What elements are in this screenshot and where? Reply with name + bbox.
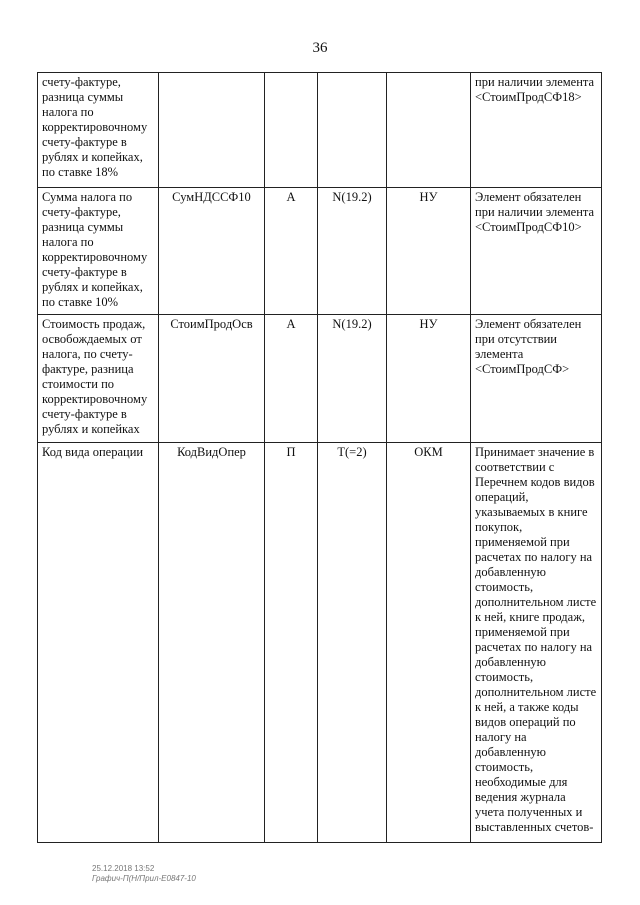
cell-code bbox=[159, 73, 265, 188]
footer-stamp bbox=[92, 864, 196, 884]
cell-name: Код вида операции bbox=[38, 443, 159, 843]
cell-name: Сумма налога по счету-фактуре, разница суммы налога по корректировочному счету-фактуре в рублях и копейках, по ставке 10% bbox=[38, 188, 159, 315]
footer-timestamp: 25.12.2018 13:52 bbox=[92, 864, 155, 873]
cell-name: счету-фактуре, разница суммы налога по корректировочному счету-фактуре в рублях и копейках, по ставке 18% bbox=[38, 73, 159, 188]
cell-format: N(19.2) bbox=[318, 315, 387, 443]
cell-format: T(=2) bbox=[318, 443, 387, 843]
cell-code: КодВидОпер bbox=[159, 443, 265, 843]
cell-kind: А bbox=[265, 188, 318, 315]
cell-kind: П bbox=[265, 443, 318, 843]
cell-required: НУ bbox=[387, 188, 471, 315]
cell-kind: А bbox=[265, 315, 318, 443]
cell-name: Стоимость продаж, освобождаемых от налога, по счету-фактуре, разница стоимости по корректировочному счету-фактуре в рублях и копейках bbox=[38, 315, 159, 443]
table-row bbox=[38, 188, 602, 315]
table-row bbox=[38, 315, 602, 443]
cell-note: при наличии элемента <СтоимПродСФ18> bbox=[471, 73, 602, 188]
cell-format bbox=[318, 73, 387, 188]
cell-required: НУ bbox=[387, 315, 471, 443]
spec-table bbox=[37, 72, 602, 843]
table-row bbox=[38, 73, 602, 188]
cell-required: ОКМ bbox=[387, 443, 471, 843]
page-number: 36 bbox=[312, 40, 328, 56]
cell-required bbox=[387, 73, 471, 188]
cell-kind bbox=[265, 73, 318, 188]
footer-doc-ref: Графич-П(Н/Прил-Е0847-10 bbox=[92, 874, 196, 883]
cell-code: СумНДССФ10 bbox=[159, 188, 265, 315]
table-row bbox=[38, 443, 602, 843]
cell-note: Элемент обязателен при наличии элемента <СтоимПродСФ10> bbox=[471, 188, 602, 315]
cell-format: N(19.2) bbox=[318, 188, 387, 315]
cell-note: Элемент обязателен при отсутствии элемента <СтоимПродСФ> bbox=[471, 315, 602, 443]
cell-code: СтоимПродОсв bbox=[159, 315, 265, 443]
cell-note: Принимает значение в соответствии с Перечнем кодов видов операций, указываемых в книге покупок, применяемой при расчетах по налогу на добавленную стоимость, дополнительном листе к ней, книге продаж, применяемой при расчетах по налогу на добавленную стоимость, дополнительном листе к ней, а также коды видов операций по налогу на добавленную стоимость, необходимые для ведения журнала учета полученных и выставленных счетов- bbox=[471, 443, 602, 843]
